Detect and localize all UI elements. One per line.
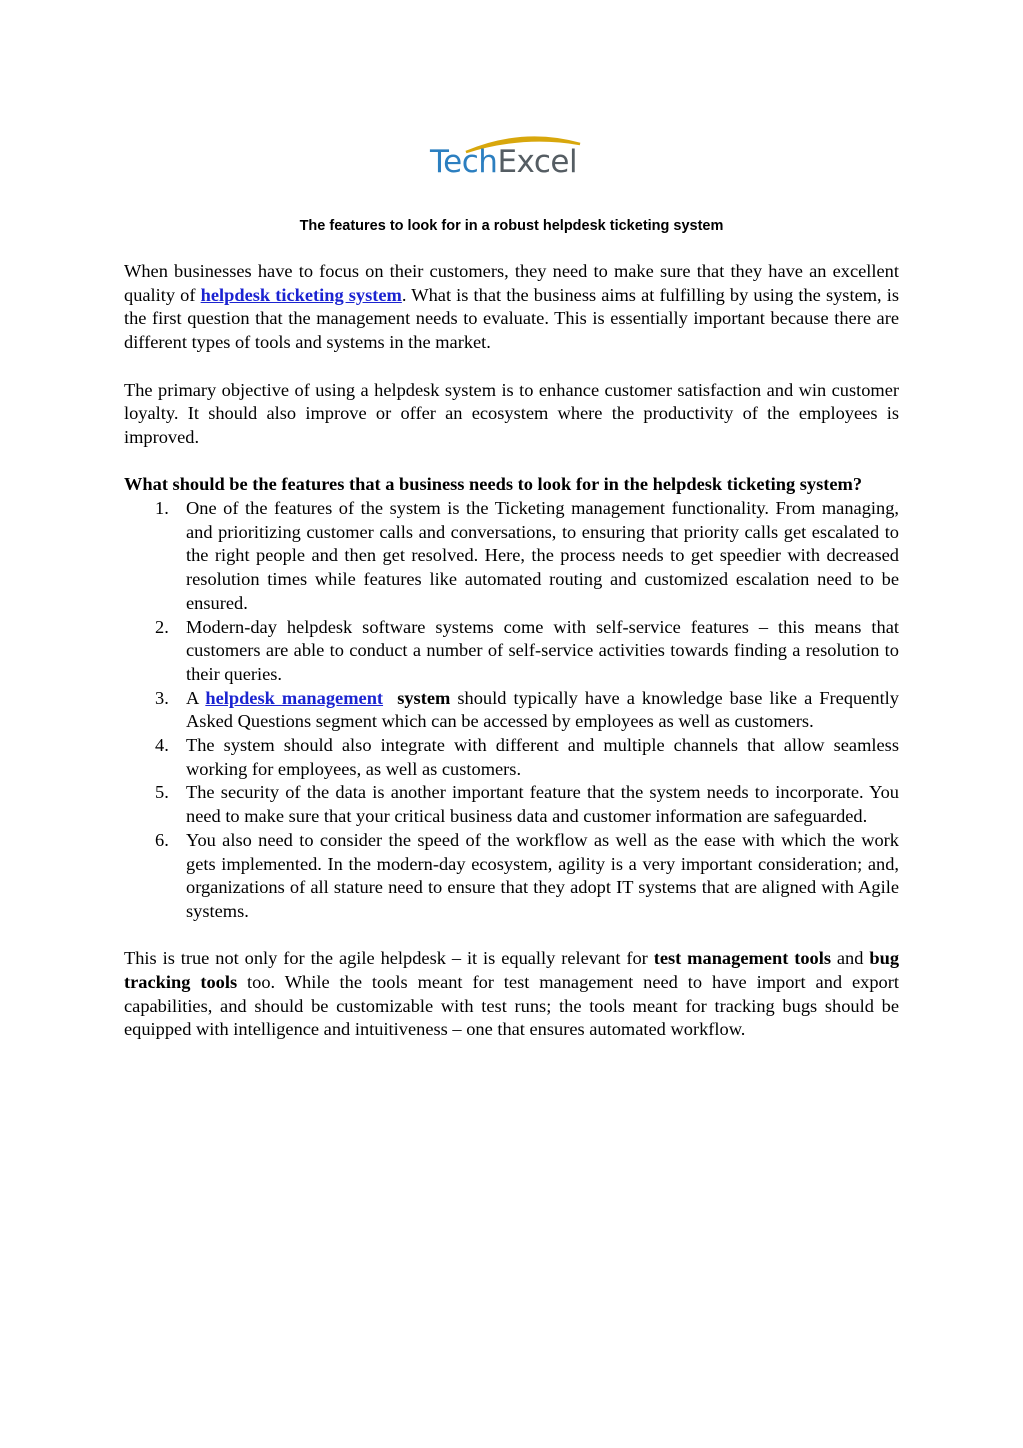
logo-text	[430, 144, 577, 180]
features-heading: What should be the features that a business needs to look for in the helpdesk ticketing system?	[124, 474, 863, 495]
list-item	[124, 687, 899, 734]
system-bold-text: system	[397, 687, 451, 708]
list-item	[124, 829, 899, 924]
intro-text-after: . What is that the business aims at fulfilling by using the system, is the first question that the management needs to evaluate. This is essentially important because there are different types of tools and systems in the market.	[124, 284, 899, 353]
list-item	[124, 781, 899, 828]
list-item-text: The security of the data is another important feature that the system needs to incorporate. You need to make sure that your critical business data and customer information are safeguarded.	[186, 782, 899, 827]
list-number: 2.	[155, 616, 169, 637]
list-item	[124, 616, 899, 687]
paragraph-conclusion	[124, 947, 899, 1042]
conclusion-text-1: This is true not only for the agile helpdesk – it is equally relevant for	[124, 948, 654, 969]
document-title: The features to look for in a robust helpdesk ticketing system	[299, 218, 724, 234]
features-list	[124, 497, 899, 924]
list-item-pre: A	[186, 687, 206, 708]
logo-text-tech: Tech	[430, 144, 498, 180]
test-management-tools-bold: test management tools	[653, 948, 831, 969]
intro-text-before: When businesses have to focus on their customers, they need to make sure that they have an excellent quality of	[124, 261, 899, 305]
list-number: 4.	[155, 735, 169, 756]
list-item-text: should typically have a knowledge base like a Frequently Asked Questions segment which can be accessed by employees as well as customers.	[186, 687, 899, 732]
helpdesk-management-link[interactable]: helpdesk management	[205, 687, 384, 708]
list-number: 6.	[155, 829, 169, 850]
helpdesk-ticketing-system-link[interactable]: helpdesk ticketing system	[200, 284, 402, 305]
list-item-text: Modern-day helpdesk software systems come with self-service features – this means that customers are able to conduct a number of self-service activities towards finding a resolution to their queries.	[186, 616, 899, 684]
conclusion-text-2: and	[831, 948, 870, 969]
list-number: 5.	[155, 782, 169, 803]
list-item-text: The system should also integrate with different and multiple channels that allow seamless working for employees, as well as customers.	[186, 735, 899, 779]
list-item-text: You also need to consider the speed of the workflow as well as the ease with which the work gets implemented. In the modern-day ecosystem, agility is a very important consideration; and, organizations of all stature need to ensure that they adopt IT systems that are aligned with Agile systems.	[186, 829, 899, 921]
list-number: 1.	[155, 498, 169, 518]
conclusion-text-3: too. While the tools meant for test management need to have import and export capabilities, and should be customizable with test runs; the tools meant for tracking bugs should be equipped with intelligence and intuitiveness – one that ensures automated workflow.	[124, 972, 899, 1040]
techexcel-logo	[428, 130, 588, 182]
list-number: 3.	[155, 687, 169, 708]
list-item	[124, 734, 899, 781]
paragraph-intro	[124, 260, 899, 355]
logo-text-excel: Excel	[497, 144, 578, 180]
paragraph-objective: The primary objective of using a helpdesk system is to enhance customer satisfaction and win customer loyalty. It should also improve or offer an ecosystem where the productivity of the employees is improved.	[124, 379, 899, 447]
document-body	[124, 260, 899, 1066]
list-item-text: One of the features of the system is the Ticketing management functionality. From managing, and prioritizing customer calls and conversations, to ensuring that priority calls get escalated to the right people and then get resolved. Here, the process needs to get speedier with decreased resolution times while features like automated routing and customized escalation need to be ensured.	[186, 498, 899, 613]
list-item	[124, 497, 899, 616]
bug-tracking-tools-bold: bug tracking tools	[124, 948, 900, 993]
